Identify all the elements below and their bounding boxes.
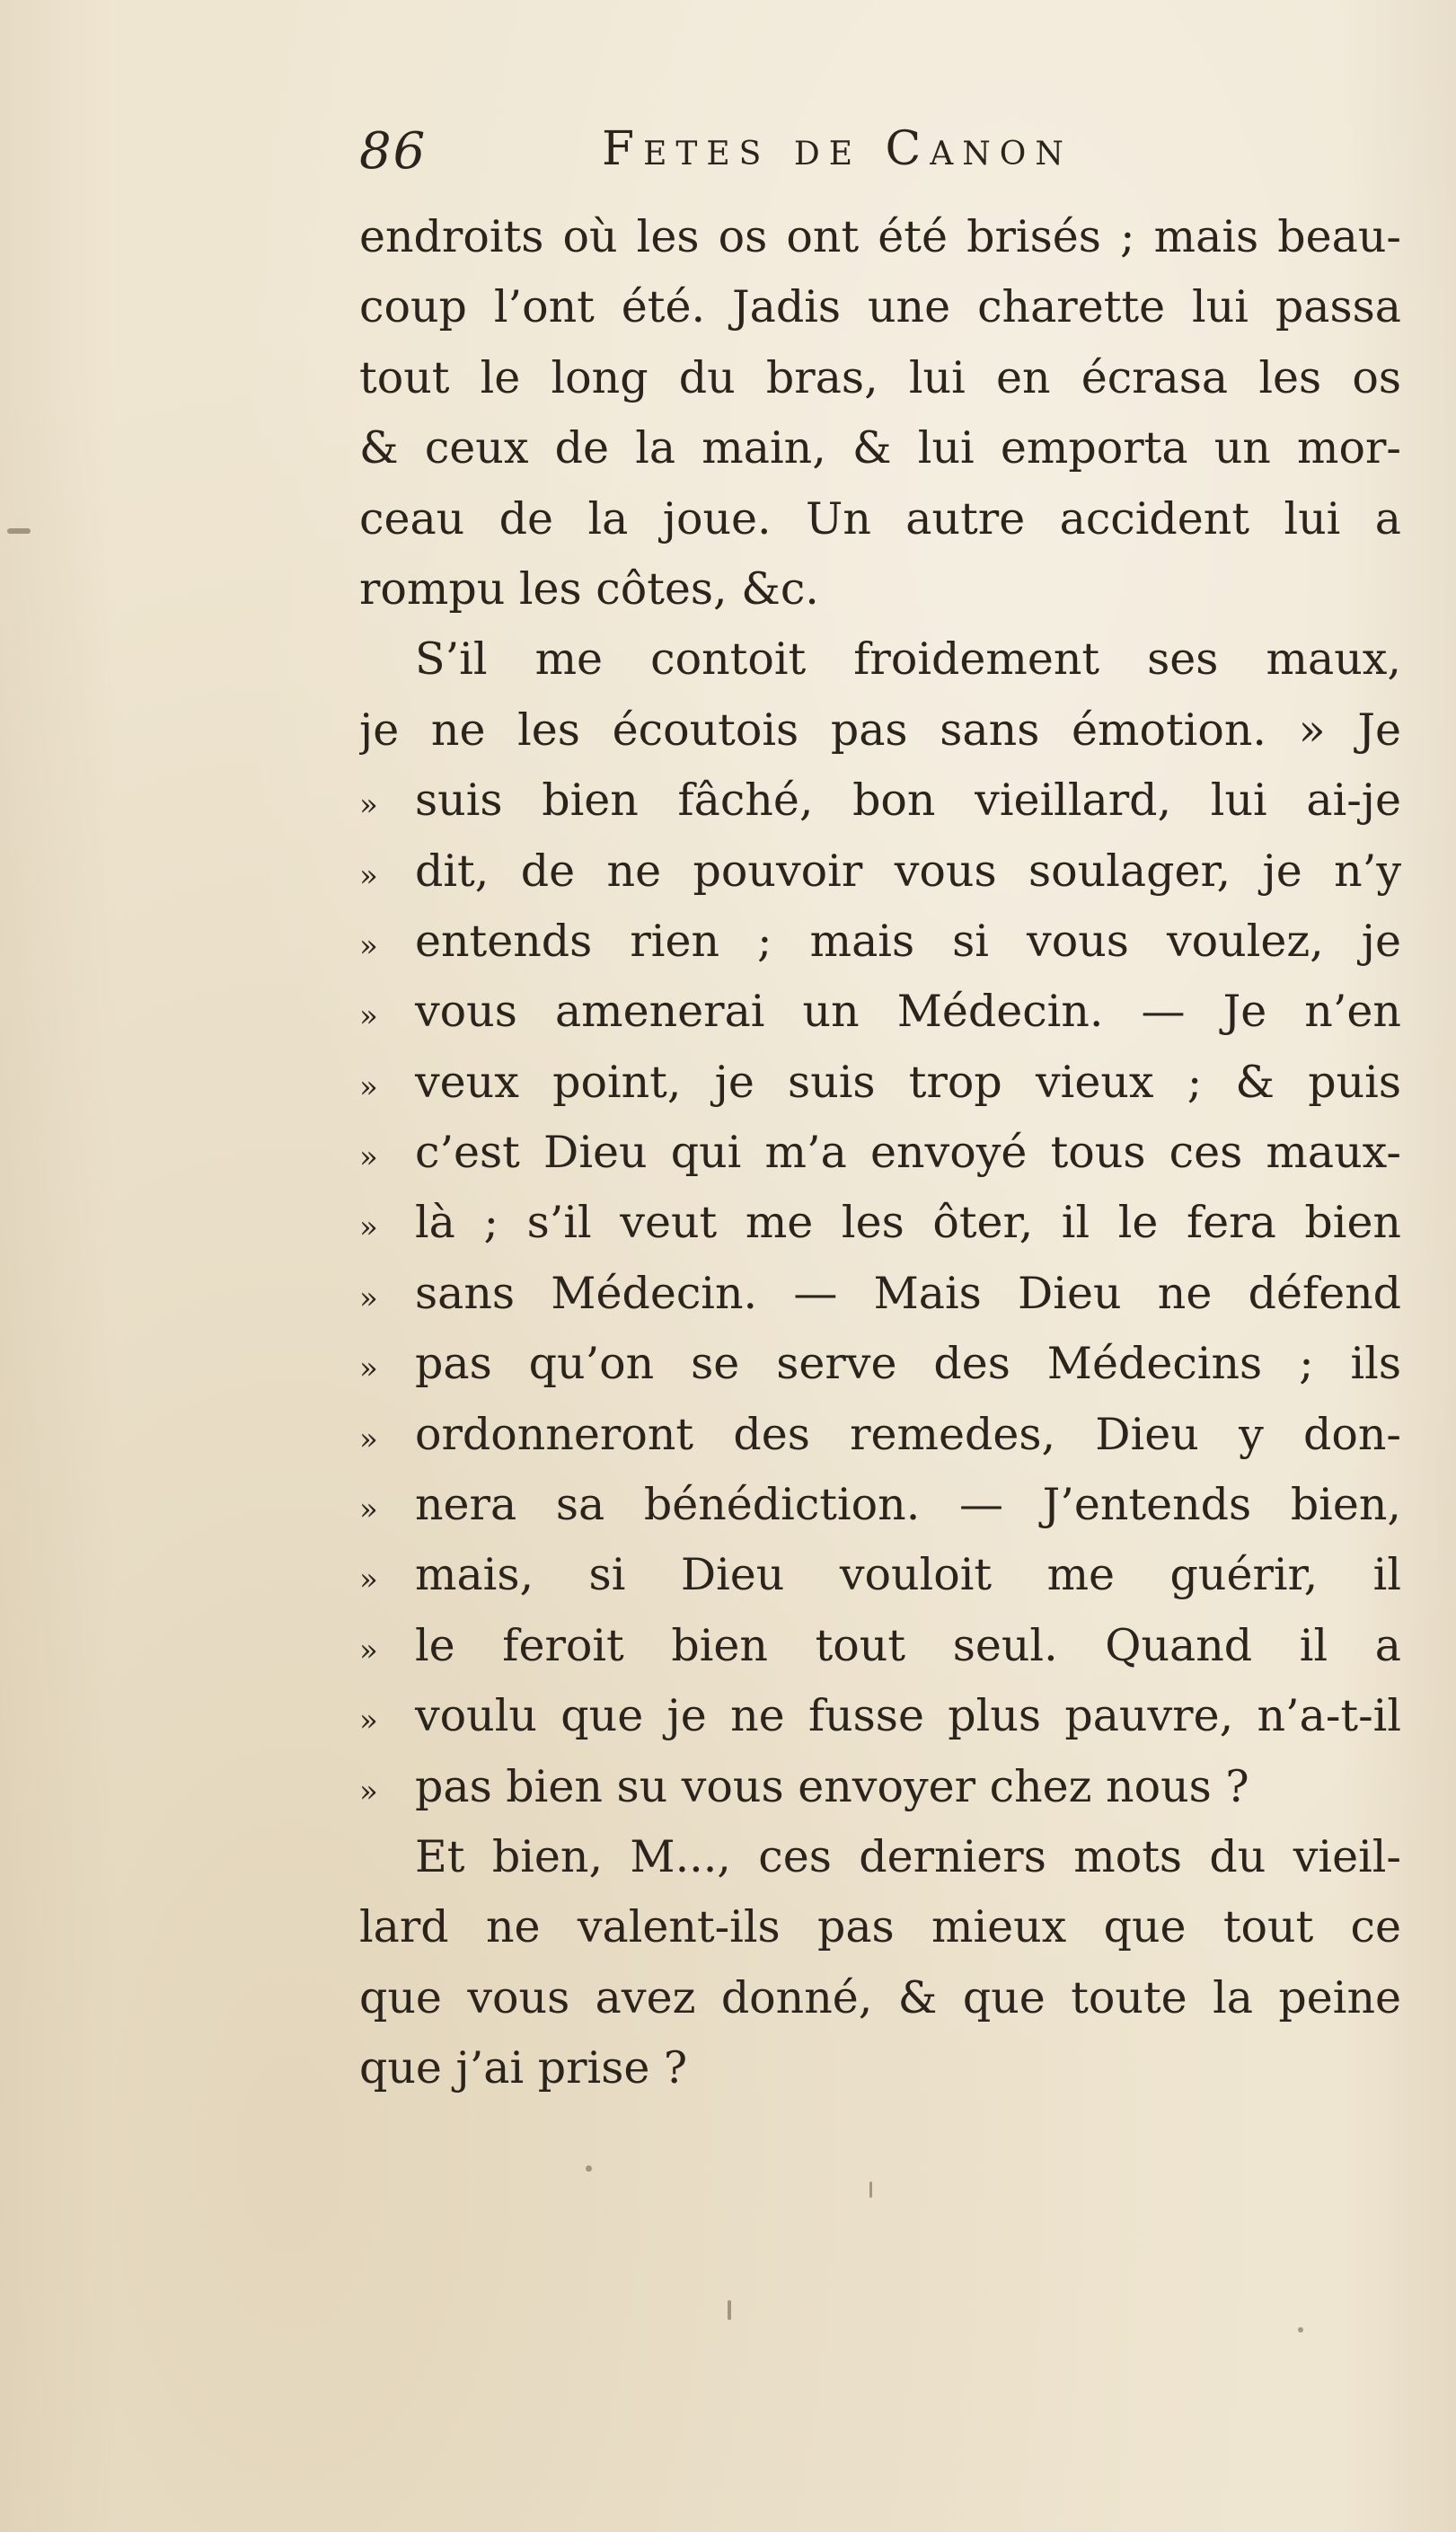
quoted-line xyxy=(359,766,1401,836)
quoted-line xyxy=(359,1048,1401,1118)
quoted-line-text: pas bien su vous envoyer chez nous ? xyxy=(415,1760,1249,1812)
quoted-line xyxy=(359,1400,1401,1470)
quoted-line xyxy=(359,1752,1401,1822)
quoted-line xyxy=(359,1188,1401,1258)
quoted-line-text: vous amenerai un Médecin. — Je n’en xyxy=(415,986,1401,1038)
paragraph-start-line: S’il me contoit froidement ses maux, xyxy=(415,633,1401,686)
quoted-line-text: nera sa bénédiction. — J’entends bien, xyxy=(415,1479,1401,1531)
body-text xyxy=(359,202,1401,2104)
quoted-line xyxy=(359,977,1401,1047)
quoted-line xyxy=(359,1540,1401,1610)
text-line: je ne les écoutois pas sans émotion. » Je xyxy=(359,704,1401,756)
paper-speck xyxy=(1298,2327,1303,2333)
quoted-line-text: ordonneront des remedes, Dieu y don- xyxy=(415,1408,1401,1460)
guillemet-mark: » xyxy=(359,1773,378,1810)
quoted-line xyxy=(359,1118,1401,1188)
running-head: Fetes de Canon xyxy=(602,122,1072,176)
text-line: & ceux de la main, & lui emporta un mor- xyxy=(359,422,1401,474)
quoted-line-text: mais, si Dieu vouloit me guérir, il xyxy=(415,1549,1401,1601)
quoted-line xyxy=(359,1681,1401,1751)
text-line: tout le long du bras, lui en écrasa les os xyxy=(359,351,1401,403)
guillemet-mark: » xyxy=(359,787,378,824)
quoted-line-text: suis bien fâché, bon vieillard, lui ai-je xyxy=(415,775,1401,827)
text-line: ceau de la joue. Un autre accident lui a xyxy=(359,492,1401,544)
paragraph-start-line: Et bien, M..., ces derniers mots du vieil- xyxy=(415,1830,1401,1882)
quoted-line-text: voulu que je ne fusse plus pauvre, n’a-t-il xyxy=(415,1690,1401,1742)
quoted-line-text: c’est Dieu qui m’a envoyé tous ces maux- xyxy=(415,1127,1401,1179)
page-header xyxy=(359,122,1186,194)
text-line: rompu les côtes, &c. xyxy=(359,562,819,615)
paper-speck xyxy=(869,2182,872,2198)
quoted-line-text: là ; s’il veut me les ôter, il le fera bien xyxy=(415,1197,1401,1249)
quoted-line-text: le feroit bien tout seul. Quand il a xyxy=(415,1619,1401,1671)
quoted-line-text: dit, de ne pouvoir vous soulager, je n’y xyxy=(415,845,1401,897)
quoted-line xyxy=(359,1329,1401,1399)
guillemet-mark: » xyxy=(359,1492,378,1528)
guillemet-mark: » xyxy=(359,857,378,894)
paper-speck xyxy=(586,2165,592,2172)
guillemet-mark: » xyxy=(359,1632,378,1669)
text-line: endroits où les os ont été brisés ; mais beau- xyxy=(359,211,1401,262)
quoted-line xyxy=(359,837,1401,907)
quoted-line-text: sans Médecin. — Mais Dieu ne défend xyxy=(415,1267,1401,1319)
text-line: que vous avez donné, & que toute la peine xyxy=(359,1971,1401,2023)
paper-speck xyxy=(728,2300,731,2320)
quoted-line xyxy=(359,1470,1401,1540)
text-line: lard ne valent-ils pas mieux que tout ce xyxy=(359,1901,1401,1953)
guillemet-mark: » xyxy=(359,927,378,964)
guillemet-mark: » xyxy=(359,1209,378,1246)
quoted-line-text: veux point, je suis trop vieux ; & puis xyxy=(415,1056,1401,1108)
quoted-line xyxy=(359,1611,1401,1681)
page-number: 86 xyxy=(359,122,428,181)
guillemet-mark: » xyxy=(359,1421,378,1457)
paper-speck xyxy=(7,528,31,534)
quoted-line xyxy=(359,907,1401,977)
text-line: coup l’ont été. Jadis une charette lui passa xyxy=(359,281,1401,333)
quoted-line-text: pas qu’on se serve des Médecins ; ils xyxy=(415,1338,1401,1390)
quoted-line xyxy=(359,1259,1401,1329)
guillemet-mark: » xyxy=(359,1068,378,1105)
guillemet-mark: » xyxy=(359,1139,378,1176)
guillemet-mark: » xyxy=(359,1279,378,1316)
guillemet-mark: » xyxy=(359,998,378,1035)
text-line: que j’ai prise ? xyxy=(359,2042,688,2094)
guillemet-mark: » xyxy=(359,1703,378,1740)
guillemet-mark: » xyxy=(359,1562,378,1598)
guillemet-mark: » xyxy=(359,1350,378,1387)
quoted-line-text: entends rien ; mais si vous voulez, je xyxy=(415,915,1401,967)
